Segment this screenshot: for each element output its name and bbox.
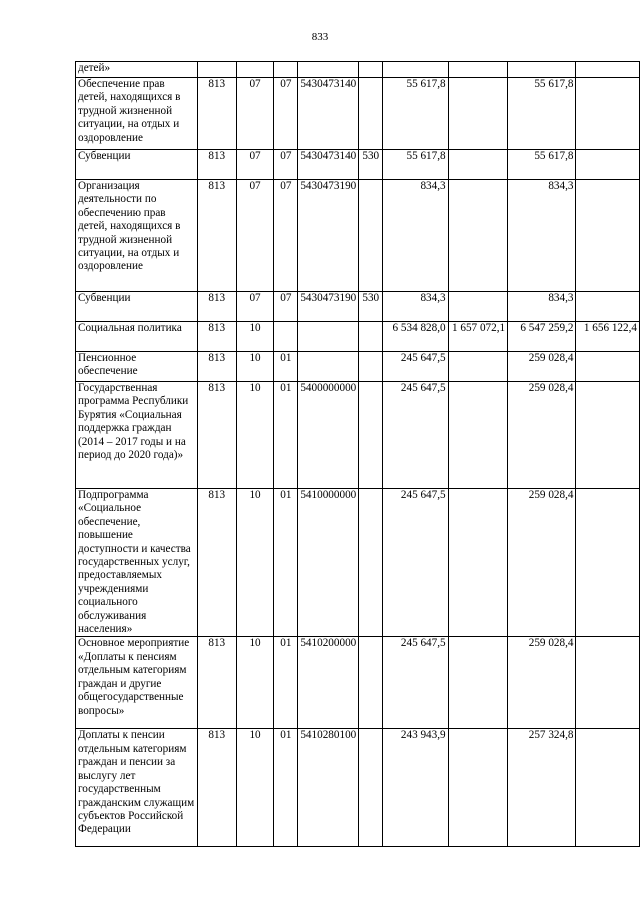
amount-1: 245 647,5	[383, 637, 448, 729]
grbs-code: 813	[197, 180, 236, 292]
row-name: Доплаты к пенсии отдельным категориям граждан и пенсии за выслугу лет государственным гражданским служащим субъектов Российской Федерации	[76, 729, 198, 847]
table-row	[76, 489, 640, 637]
grbs-code: 813	[197, 322, 236, 352]
row-name: Социальная политика	[76, 322, 198, 352]
amount-4	[576, 292, 640, 322]
section-code: 10	[236, 322, 274, 352]
grbs-code	[197, 62, 236, 78]
amount-4	[576, 180, 640, 292]
target-article-code: 5410280100	[298, 729, 359, 847]
amount-3: 257 324,8	[508, 729, 576, 847]
amount-2	[448, 78, 507, 150]
expense-type-code	[359, 489, 383, 637]
table-row	[76, 382, 640, 489]
section-code: 07	[236, 150, 274, 180]
table-row	[76, 150, 640, 180]
grbs-code: 813	[197, 382, 236, 489]
section-code: 10	[236, 352, 274, 382]
amount-4	[576, 78, 640, 150]
row-name: Субвенции	[76, 292, 198, 322]
amount-2: 1 657 072,1	[448, 322, 507, 352]
amount-2	[448, 180, 507, 292]
grbs-code: 813	[197, 637, 236, 729]
target-article-code	[298, 62, 359, 78]
table-row	[76, 637, 640, 729]
row-name: Организация деятельности по обеспечению прав детей, находящихся в трудной жизненной ситуации, на отдых и оздоровление	[76, 180, 198, 292]
target-article-code: 5410000000	[298, 489, 359, 637]
table-row	[76, 322, 640, 352]
row-name: Обеспечение прав детей, находящихся в трудной жизненной ситуации, на отдых и оздоровление	[76, 78, 198, 150]
grbs-code: 813	[197, 150, 236, 180]
section-code: 10	[236, 489, 274, 637]
amount-4	[576, 729, 640, 847]
target-article-code: 5430473190	[298, 292, 359, 322]
row-name: Пенсионное обеспечение	[76, 352, 198, 382]
target-article-code: 5430473140	[298, 150, 359, 180]
target-article-code: 5430473140	[298, 78, 359, 150]
grbs-code: 813	[197, 78, 236, 150]
amount-1: 834,3	[383, 292, 448, 322]
amount-3: 259 028,4	[508, 352, 576, 382]
subsection-code	[274, 62, 298, 78]
amount-3: 834,3	[508, 292, 576, 322]
amount-1: 6 534 828,0	[383, 322, 448, 352]
amount-1: 245 647,5	[383, 352, 448, 382]
subsection-code: 07	[274, 292, 298, 322]
table-row	[76, 729, 640, 847]
subsection-code: 01	[274, 729, 298, 847]
target-article-code: 5400000000	[298, 382, 359, 489]
expense-type-code: 530	[359, 150, 383, 180]
subsection-code: 01	[274, 352, 298, 382]
amount-3: 55 617,8	[508, 150, 576, 180]
amount-1: 55 617,8	[383, 150, 448, 180]
target-article-code	[298, 322, 359, 352]
section-code: 10	[236, 382, 274, 489]
amount-3: 259 028,4	[508, 637, 576, 729]
amount-2	[448, 729, 507, 847]
amount-4	[576, 637, 640, 729]
table-body	[76, 62, 640, 847]
subsection-code: 07	[274, 78, 298, 150]
row-name: Государственная программа Республики Бурятия «Социальная поддержка граждан (2014 – 2017 годы и на период до 2020 года)»	[76, 382, 198, 489]
row-name: Подпрограмма «Социальное обеспечение, повышение доступности и качества государственных услуг, предоставляемых учреждениями социального обслуживания населения»	[76, 489, 198, 637]
section-code: 07	[236, 78, 274, 150]
amount-1: 245 647,5	[383, 489, 448, 637]
amount-3: 259 028,4	[508, 489, 576, 637]
amount-1: 834,3	[383, 180, 448, 292]
amount-4: 1 656 122,4	[576, 322, 640, 352]
amount-4	[576, 62, 640, 78]
amount-1: 245 647,5	[383, 382, 448, 489]
subsection-code	[274, 322, 298, 352]
grbs-code: 813	[197, 292, 236, 322]
table-row	[76, 352, 640, 382]
expense-type-code	[359, 322, 383, 352]
amount-1: 243 943,9	[383, 729, 448, 847]
amount-2	[448, 352, 507, 382]
expense-type-code	[359, 637, 383, 729]
amount-2	[448, 292, 507, 322]
section-code: 10	[236, 637, 274, 729]
expense-type-code	[359, 180, 383, 292]
section-code: 07	[236, 180, 274, 292]
amount-2	[448, 489, 507, 637]
section-code: 10	[236, 729, 274, 847]
amount-3	[508, 62, 576, 78]
amount-3: 834,3	[508, 180, 576, 292]
row-name: Субвенции	[76, 150, 198, 180]
amount-4	[576, 489, 640, 637]
expense-type-code	[359, 62, 383, 78]
expense-type-code	[359, 729, 383, 847]
target-article-code	[298, 352, 359, 382]
amount-4	[576, 150, 640, 180]
subsection-code: 01	[274, 637, 298, 729]
target-article-code: 5430473190	[298, 180, 359, 292]
row-name: детей»	[76, 62, 198, 78]
grbs-code: 813	[197, 352, 236, 382]
table-row	[76, 292, 640, 322]
table-row	[76, 78, 640, 150]
expense-type-code	[359, 78, 383, 150]
section-code: 07	[236, 292, 274, 322]
budget-table	[75, 61, 640, 847]
section-code	[236, 62, 274, 78]
grbs-code: 813	[197, 489, 236, 637]
amount-2	[448, 150, 507, 180]
amount-3: 6 547 259,2	[508, 322, 576, 352]
expense-type-code: 530	[359, 292, 383, 322]
subsection-code: 07	[274, 180, 298, 292]
table-row	[76, 180, 640, 292]
amount-1: 55 617,8	[383, 78, 448, 150]
amount-2	[448, 62, 507, 78]
grbs-code: 813	[197, 729, 236, 847]
expense-type-code	[359, 352, 383, 382]
table-row	[76, 62, 640, 78]
amount-2	[448, 382, 507, 489]
target-article-code: 5410200000	[298, 637, 359, 729]
expense-type-code	[359, 382, 383, 489]
subsection-code: 01	[274, 382, 298, 489]
subsection-code: 01	[274, 489, 298, 637]
row-name: Основное мероприятие «Доплаты к пенсиям отдельным категориям граждан и другие общегосударственные вопросы»	[76, 637, 198, 729]
amount-1	[383, 62, 448, 78]
page-number: 833	[311, 31, 329, 43]
amount-2	[448, 637, 507, 729]
amount-4	[576, 352, 640, 382]
amount-3: 55 617,8	[508, 78, 576, 150]
amount-4	[576, 382, 640, 489]
subsection-code: 07	[274, 150, 298, 180]
amount-3: 259 028,4	[508, 382, 576, 489]
